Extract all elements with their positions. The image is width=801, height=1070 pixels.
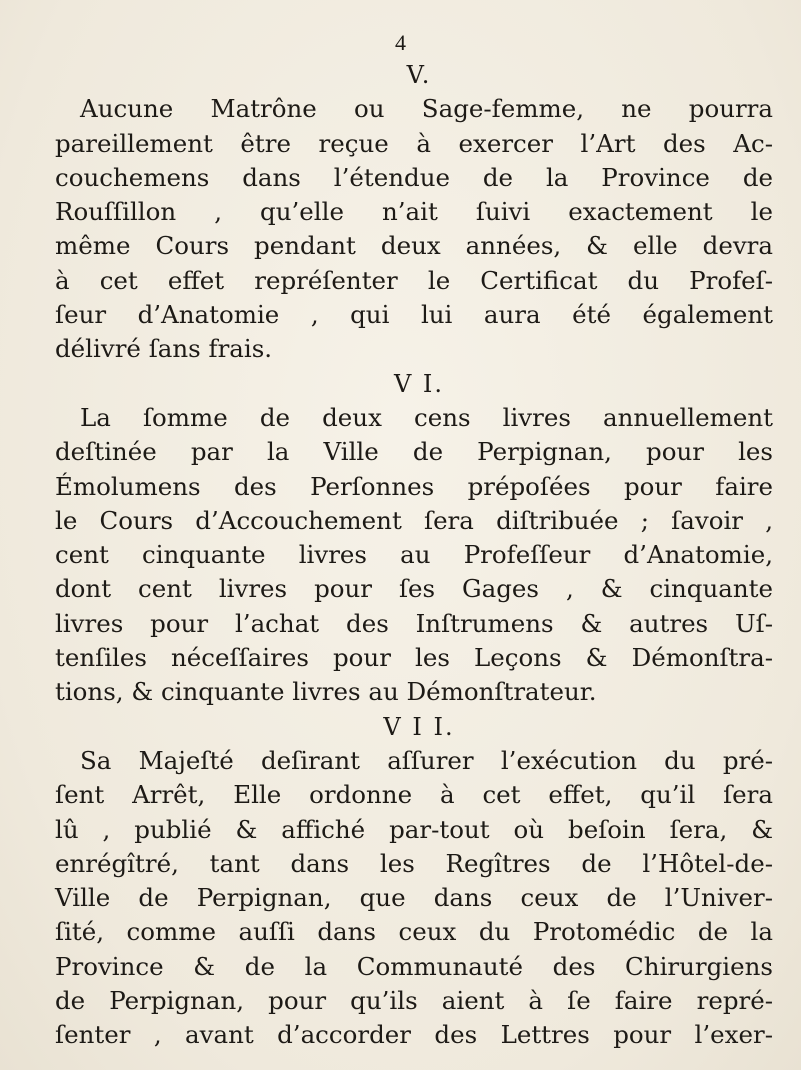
text-line: couchemens dans l’étendue de la Province de xyxy=(55,162,773,192)
text-line: Rouſſillon , qu’elle n’ait ſuivi exactement le xyxy=(55,197,773,227)
text-line: Sa Majeſté deſirant aſſurer l’exécution du pré- xyxy=(80,745,773,775)
article-heading: V I I. xyxy=(383,712,455,741)
text-line: Ville de Perpignan, que dans ceux de l’Univer- xyxy=(55,883,773,913)
text-line: cent cinquante livres au Profeſſeur d’Anatomie, xyxy=(55,540,773,570)
article-vii xyxy=(55,710,773,1053)
text-line: Province & de la Communauté des Chirurgiens xyxy=(55,951,773,981)
article-vi xyxy=(55,367,773,710)
text-line: La ſomme de deux cens livres annuellement xyxy=(80,402,773,432)
text-line: à cet effet repréſenter le Certificat du Profeſ- xyxy=(55,265,773,295)
article-heading: V. xyxy=(406,61,432,89)
text-line: deſtinée par la Ville de Perpignan, pour les xyxy=(55,437,773,467)
text-line: même Cours pendant deux années, & elle devra xyxy=(55,231,773,261)
text-line: tions, & cinquante livres au Démonſtrateur. xyxy=(55,677,597,707)
text-line: ſenter , avant d’accorder des Lettres pour l’exer- xyxy=(55,1020,773,1050)
text-line: lû , publié & affiché par-tout où beſoin ſera, & xyxy=(55,814,773,844)
text-line: livres pour l’achat des Inſtrumens & autres Uſ- xyxy=(55,608,773,638)
text-line: enrégîtré, tant dans les Regîtres de l’Hôtel-de- xyxy=(55,848,773,878)
text-line: pareillement être reçue à exercer l’Art des Ac- xyxy=(55,128,773,158)
text-line: tenſiles néceſſaires pour les Leçons & Démonſtra- xyxy=(55,643,773,673)
text-line: ſité, comme auſſi dans ceux du Protomédic de la xyxy=(55,917,773,947)
text-line: ſeur d’Anatomie , qui lui aura été également xyxy=(55,300,773,330)
article-heading: V I. xyxy=(393,369,445,398)
text-line: Aucune Matrône ou Sage-femme, ne pourra xyxy=(80,94,773,124)
page-number: 4 xyxy=(395,30,406,55)
text-line: Émolumens des Perſonnes prépoſées pour faire xyxy=(55,471,773,501)
article-v xyxy=(55,58,773,367)
text-line: de Perpignan, pour qu’ils aient à ſe faire repré- xyxy=(55,986,773,1016)
text-line: délivré ſans frais. xyxy=(55,334,273,364)
text-line: ſent Arrêt, Elle ordonne à cet effet, qu’il ſera xyxy=(55,780,773,810)
body-text xyxy=(55,28,773,1053)
text-line: le Cours d’Accouchement ſera diſtribuée ; ſavoir , xyxy=(55,505,773,535)
text-line: dont cent livres pour ſes Gages , & cinquante xyxy=(55,574,773,604)
